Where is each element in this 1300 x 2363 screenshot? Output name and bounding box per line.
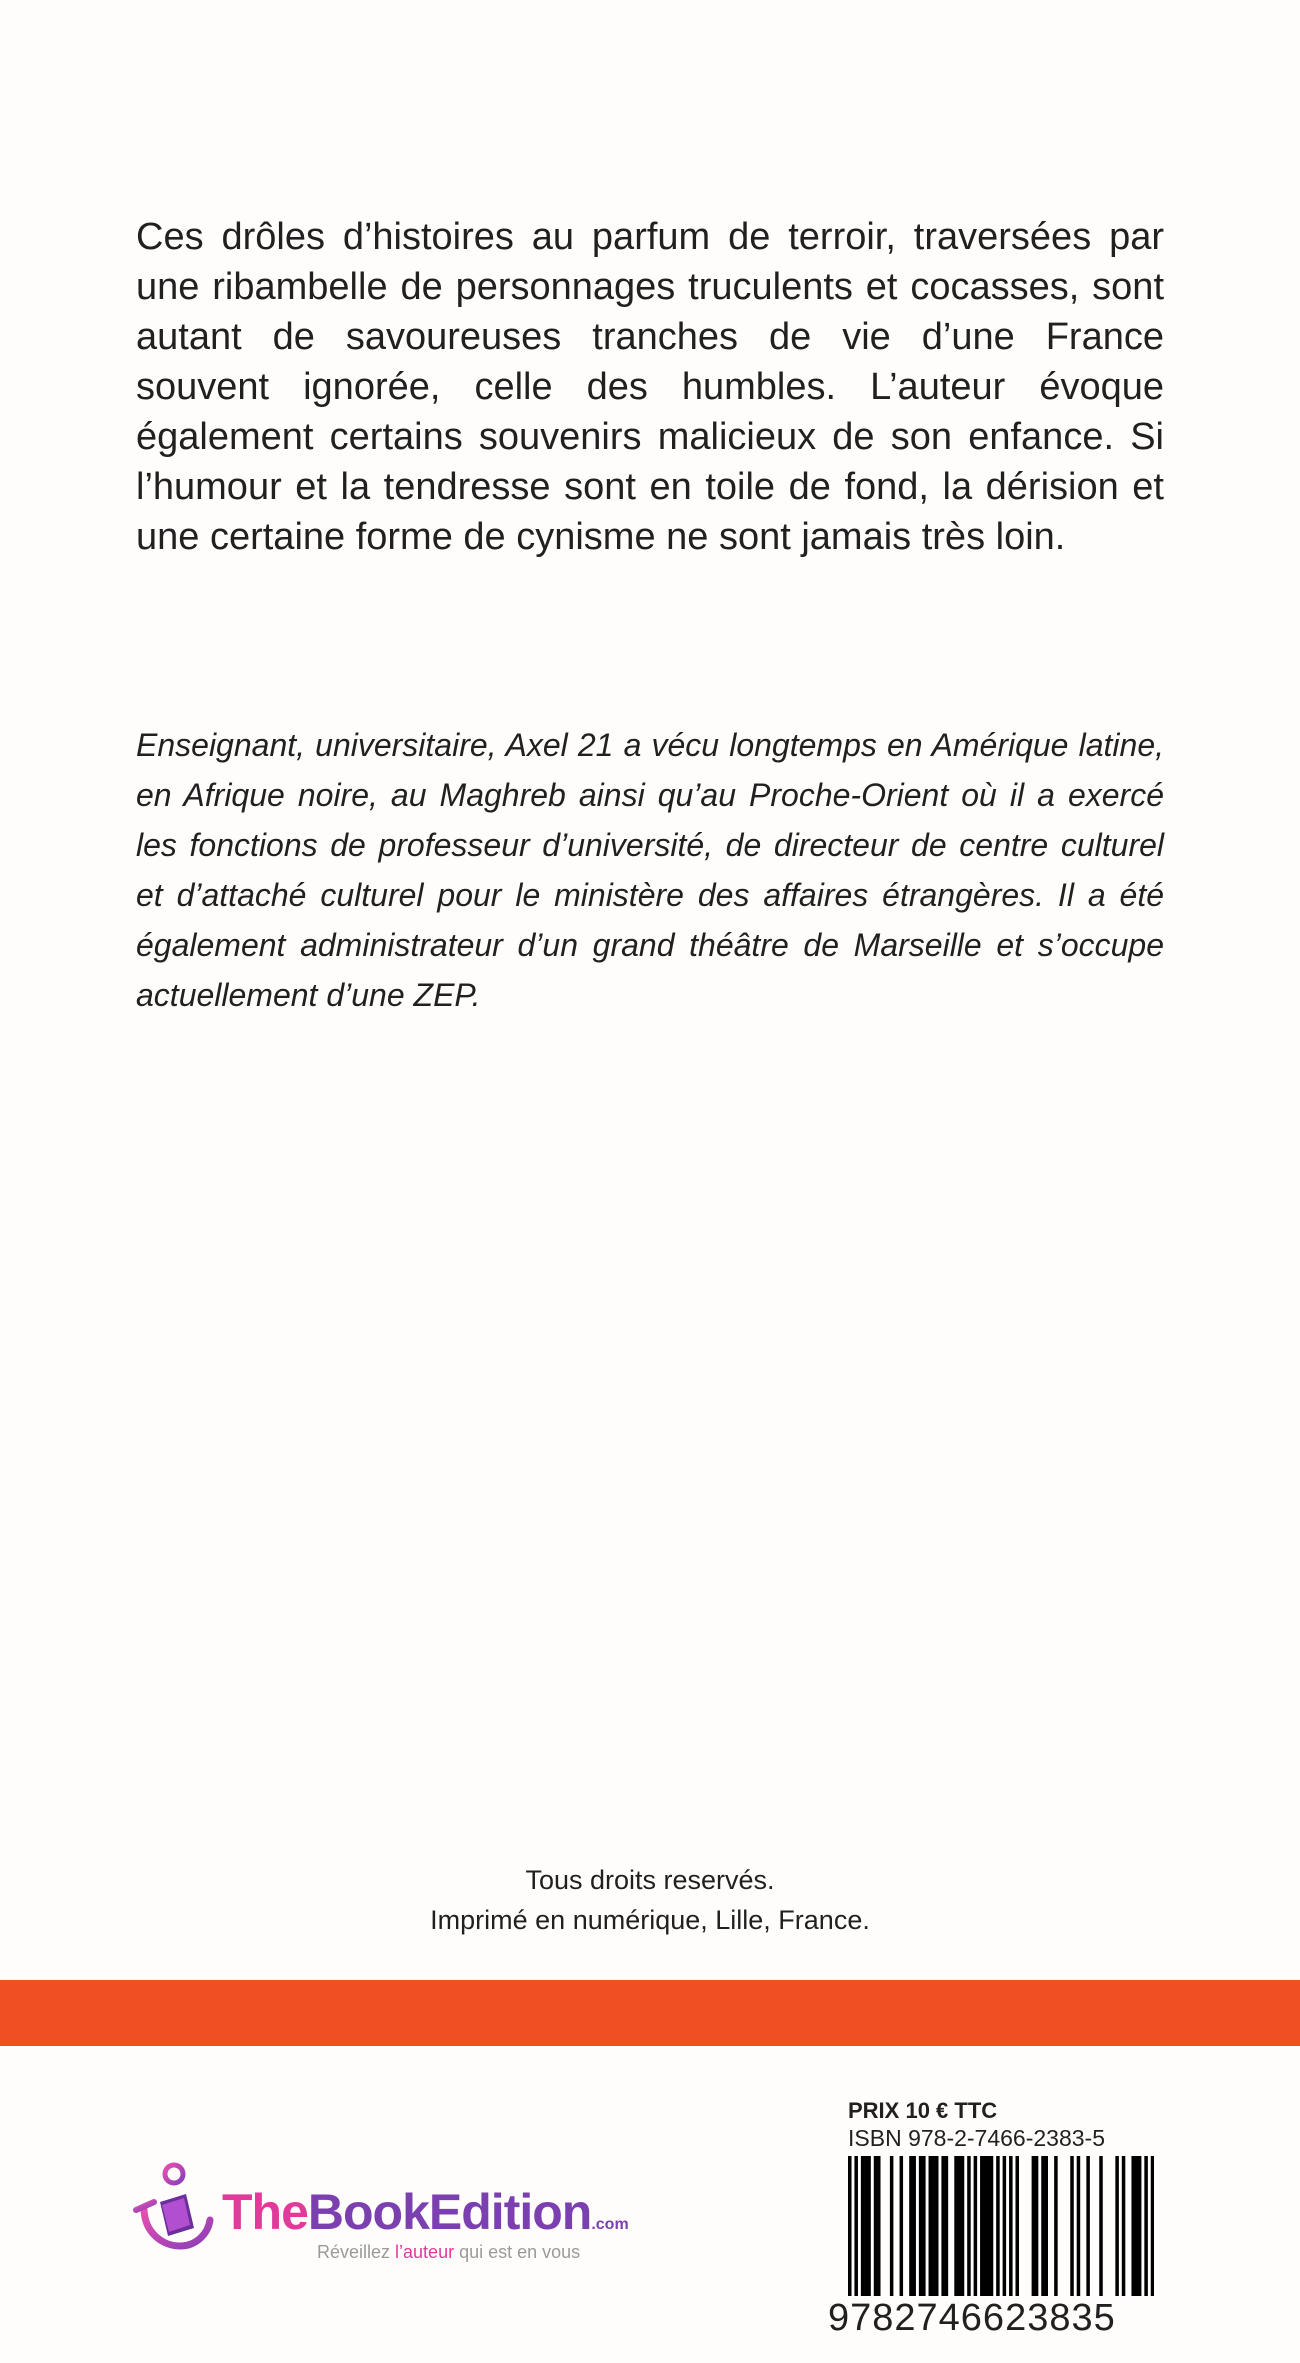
barcode-bar xyxy=(1070,2156,1074,2296)
barcode-bar xyxy=(1122,2156,1126,2296)
tagline-highlight: l’auteur xyxy=(395,2242,455,2262)
isbn-label: ISBN 978-2-7466-2383-5 xyxy=(848,2125,1105,2151)
book-summary: Ces drôles d’histoires au parfum de terroir, traversées par une ribambelle de personnages truculents et cocasses, sont autant de savoureuses tranches de vie d’une France souvent ignorée, celle des humbles. L’auteur évoque également certains souvenirs malicieux de son enfance. Si l’humour et la tendresse sont en toile de fond, la dérision et une certaine forme de cynisme ne sont jamais très loin. xyxy=(136,216,1164,558)
barcode-bar xyxy=(980,2156,984,2296)
price-block xyxy=(848,2098,1168,2152)
person-with-book-icon xyxy=(132,2162,216,2252)
barcode-bar xyxy=(912,2156,916,2296)
barcode-bar xyxy=(874,2156,878,2296)
barcode-bar xyxy=(1115,2156,1119,2296)
barcode-bar xyxy=(967,2156,971,2296)
barcode-bar xyxy=(919,2156,923,2296)
barcode-bar xyxy=(945,2156,949,2296)
barcode-bar xyxy=(932,2156,936,2296)
barcode-bar xyxy=(1086,2156,1090,2296)
barcode-digits: 9782746623835 xyxy=(826,2296,1178,2340)
barcode-bar xyxy=(861,2156,865,2296)
barcode-bar xyxy=(1054,2156,1058,2296)
barcode-bar xyxy=(867,2156,871,2296)
tagline-start: Réveillez xyxy=(317,2242,396,2262)
tagline-end: qui est en vous xyxy=(454,2242,581,2262)
barcode-bar xyxy=(909,2156,913,2296)
barcode-bar xyxy=(1044,2156,1048,2296)
barcode-bar xyxy=(922,2156,926,2296)
barcode-bar xyxy=(900,2156,904,2296)
barcode-bar xyxy=(983,2156,987,2296)
barcode-bar xyxy=(935,2156,939,2296)
barcode-bar xyxy=(941,2156,945,2296)
barcode-bar xyxy=(890,2156,894,2296)
barcode-bar xyxy=(1035,2156,1039,2296)
barcode-bar xyxy=(1135,2156,1139,2296)
publisher-name-bookedition: BookEdition xyxy=(307,2184,592,2240)
barcode-bar xyxy=(877,2156,881,2296)
rights-line: Tous droits reservés. xyxy=(525,1865,775,1895)
barcode-bar xyxy=(864,2156,868,2296)
barcode-bar xyxy=(958,2156,962,2296)
barcode-bar xyxy=(1015,2156,1019,2296)
author-biography: Enseignant, universitaire, Axel 21 a vécu longtemps en Amérique latine, en Afrique noire, au Maghreb ainsi qu’au Proche-Orient où il a exercé les fonctions de professeur d’université, de directeur de centre culturel et d’attaché culturel pour le ministère des affaires étrangères. Il a été également administrateur d’un grand théâtre de Marseille et s’occupe actuellement d’une ZEP. xyxy=(136,727,1164,1013)
orange-band xyxy=(0,1980,1300,2046)
barcode-bar xyxy=(929,2156,933,2296)
barcode-bar xyxy=(974,2156,978,2296)
barcode-bar xyxy=(987,2156,991,2296)
barcode-bar xyxy=(1032,2156,1036,2296)
publisher-logo xyxy=(132,2162,692,2272)
publisher-name-the: The xyxy=(222,2184,308,2240)
publisher-tagline xyxy=(317,2242,580,2263)
barcode-bar xyxy=(954,2156,958,2296)
barcode-bar xyxy=(1131,2156,1135,2296)
barcode-bar xyxy=(1077,2156,1081,2296)
publisher-name-com: .com xyxy=(591,2216,629,2233)
price-label: PRIX 10 € TTC xyxy=(848,2098,998,2123)
barcode-bar xyxy=(961,2156,965,2296)
print-location-line: Imprimé en numérique, Lille, France. xyxy=(430,1905,870,1935)
barcode-bar xyxy=(990,2156,994,2296)
barcode-bar xyxy=(1009,2156,1013,2296)
barcode-bar xyxy=(1041,2156,1045,2296)
barcode-bar xyxy=(1099,2156,1103,2296)
copyright-notice xyxy=(0,1860,1300,1940)
barcode-bar xyxy=(1138,2156,1142,2296)
